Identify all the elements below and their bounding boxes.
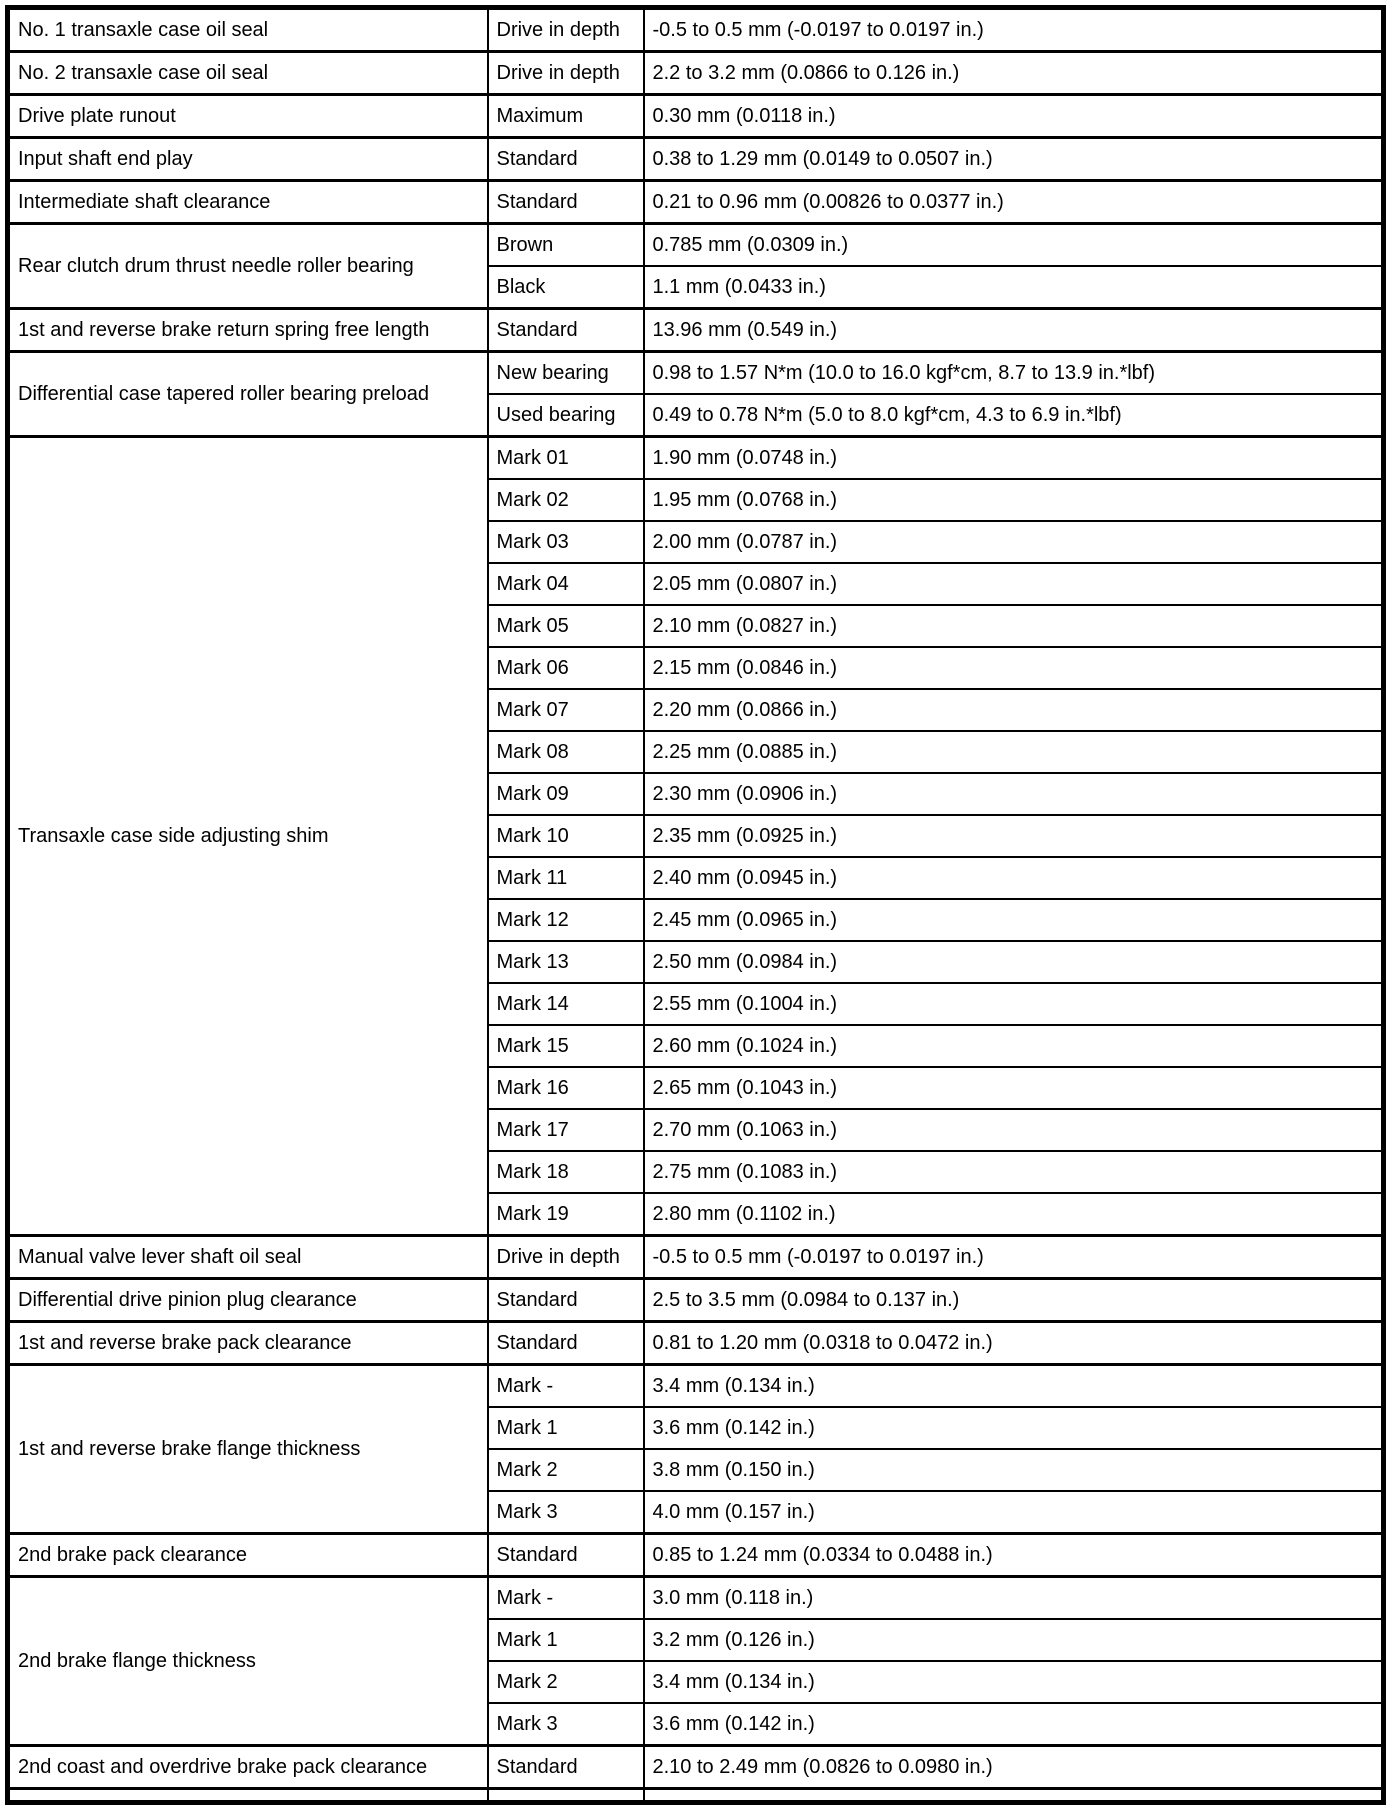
table-row — [8, 8, 1384, 52]
table-row — [8, 1534, 1384, 1577]
item-name-cell: Manual valve lever shaft oil seal — [8, 1236, 488, 1279]
table-row — [8, 352, 1384, 395]
condition-cell: Drive in depth — [488, 8, 644, 52]
item-name-cell: Input shaft end play — [8, 138, 488, 181]
table-row — [8, 1279, 1384, 1322]
condition-cell: Used bearing — [488, 394, 644, 437]
value-cell: 2.10 mm (0.0827 in.) — [644, 605, 1384, 647]
value-cell: 3.2 mm (0.126 in.) — [644, 1619, 1384, 1661]
item-name-cell: Differential drive pinion plug clearance — [8, 1279, 488, 1322]
condition-cell: New bearing — [488, 352, 644, 395]
condition-cell: Maximum — [488, 95, 644, 138]
condition-cell: Standard — [488, 138, 644, 181]
condition-cell: Standard — [488, 1746, 644, 1789]
table-row — [8, 181, 1384, 224]
value-cell: 1.95 mm (0.0768 in.) — [644, 479, 1384, 521]
table-row — [8, 138, 1384, 181]
condition-cell: Drive in depth — [488, 52, 644, 95]
item-name-cell: Differential case tapered roller bearing preload — [8, 352, 488, 437]
value-cell: 2.60 mm (0.1024 in.) — [644, 1025, 1384, 1067]
item-name-cell: Transaxle case side adjusting shim — [8, 437, 488, 1236]
item-name-cell: 1st and reverse brake flange thickness — [8, 1365, 488, 1534]
value-cell: 0.98 to 1.57 N*m (10.0 to 16.0 kgf*cm, 8.7 to 13.9 in.*lbf) — [644, 352, 1384, 395]
table-row — [8, 52, 1384, 95]
value-cell: 0.38 to 1.29 mm (0.0149 to 0.0507 in.) — [644, 138, 1384, 181]
value-cell: 1.90 mm (0.0748 in.) — [644, 437, 1384, 480]
item-name-cell: Drive plate runout — [8, 95, 488, 138]
spec-table-body — [8, 8, 1384, 1803]
condition-cell: Standard — [488, 1279, 644, 1322]
value-cell: 2.5 to 3.5 mm (0.0984 to 0.137 in.) — [644, 1279, 1384, 1322]
value-cell: 3.6 mm (0.142 in.) — [644, 1407, 1384, 1449]
item-name-cell: 1st and reverse brake pack clearance — [8, 1322, 488, 1365]
value-cell: 2.40 mm (0.0945 in.) — [644, 857, 1384, 899]
condition-cell: Standard — [488, 1322, 644, 1365]
table-row — [8, 1322, 1384, 1365]
table-row — [8, 1365, 1384, 1408]
condition-cell: Mark 08 — [488, 731, 644, 773]
value-cell: 2.00 mm (0.0787 in.) — [644, 521, 1384, 563]
condition-cell: Mark 06 — [488, 647, 644, 689]
item-name-cell: 2nd brake flange thickness — [8, 1577, 488, 1746]
spec-table — [5, 5, 1386, 1805]
condition-cell: Mark 12 — [488, 899, 644, 941]
condition-cell: Mark - — [488, 1365, 644, 1408]
value-cell: 0.21 to 0.96 mm (0.00826 to 0.0377 in.) — [644, 181, 1384, 224]
table-row — [8, 1236, 1384, 1279]
condition-cell: Mark 14 — [488, 983, 644, 1025]
value-cell: 0.30 mm (0.0118 in.) — [644, 95, 1384, 138]
value-cell: 2.50 mm (0.0984 in.) — [644, 941, 1384, 983]
value-cell: 2.15 mm (0.0846 in.) — [644, 647, 1384, 689]
value-cell: 1.1 mm (0.0433 in.) — [644, 266, 1384, 309]
table-row-partial — [8, 1789, 1384, 1803]
condition-cell: Standard — [488, 1534, 644, 1577]
table-row — [8, 95, 1384, 138]
value-cell: 2.70 mm (0.1063 in.) — [644, 1109, 1384, 1151]
value-cell: 2.35 mm (0.0925 in.) — [644, 815, 1384, 857]
condition-cell: Mark 3 — [488, 1491, 644, 1534]
condition-cell: Drive in depth — [488, 1236, 644, 1279]
condition-cell: Mark 05 — [488, 605, 644, 647]
condition-cell: Standard — [488, 309, 644, 352]
table-row — [8, 224, 1384, 267]
value-cell: 13.96 mm (0.549 in.) — [644, 309, 1384, 352]
value-cell: 2.20 mm (0.0866 in.) — [644, 689, 1384, 731]
condition-cell: Mark 2 — [488, 1449, 644, 1491]
value-cell: 2.25 mm (0.0885 in.) — [644, 731, 1384, 773]
value-cell: 3.0 mm (0.118 in.) — [644, 1577, 1384, 1620]
condition-cell: Mark 18 — [488, 1151, 644, 1193]
value-cell: 2.65 mm (0.1043 in.) — [644, 1067, 1384, 1109]
condition-cell: Black — [488, 266, 644, 309]
table-row — [8, 309, 1384, 352]
value-cell: -0.5 to 0.5 mm (-0.0197 to 0.0197 in.) — [644, 1236, 1384, 1279]
item-name-cell: 2nd coast and overdrive brake pack clearance — [8, 1746, 488, 1789]
condition-cell — [488, 1789, 644, 1803]
condition-cell: Mark 11 — [488, 857, 644, 899]
value-cell: 2.2 to 3.2 mm (0.0866 to 0.126 in.) — [644, 52, 1384, 95]
item-name-cell: 2nd brake pack clearance — [8, 1534, 488, 1577]
condition-cell: Mark 02 — [488, 479, 644, 521]
value-cell: 2.10 to 2.49 mm (0.0826 to 0.0980 in.) — [644, 1746, 1384, 1789]
value-cell: 3.6 mm (0.142 in.) — [644, 1703, 1384, 1746]
item-name-cell: No. 1 transaxle case oil seal — [8, 8, 488, 52]
value-cell: 2.80 mm (0.1102 in.) — [644, 1193, 1384, 1236]
value-cell: 0.785 mm (0.0309 in.) — [644, 224, 1384, 267]
item-name-cell: Rear clutch drum thrust needle roller bearing — [8, 224, 488, 309]
value-cell: 0.81 to 1.20 mm (0.0318 to 0.0472 in.) — [644, 1322, 1384, 1365]
value-cell: 0.85 to 1.24 mm (0.0334 to 0.0488 in.) — [644, 1534, 1384, 1577]
value-cell — [644, 1789, 1384, 1803]
condition-cell: Mark 04 — [488, 563, 644, 605]
item-name-cell: Intermediate shaft clearance — [8, 181, 488, 224]
item-name-cell: No. 2 transaxle case oil seal — [8, 52, 488, 95]
value-cell: 2.55 mm (0.1004 in.) — [644, 983, 1384, 1025]
condition-cell: Mark 3 — [488, 1703, 644, 1746]
condition-cell: Mark 1 — [488, 1407, 644, 1449]
condition-cell: Mark 07 — [488, 689, 644, 731]
value-cell: 4.0 mm (0.157 in.) — [644, 1491, 1384, 1534]
condition-cell: Mark 1 — [488, 1619, 644, 1661]
value-cell: 2.05 mm (0.0807 in.) — [644, 563, 1384, 605]
value-cell: 2.45 mm (0.0965 in.) — [644, 899, 1384, 941]
item-name-cell: 1st and reverse brake return spring free length — [8, 309, 488, 352]
table-row — [8, 1746, 1384, 1789]
value-cell: 2.75 mm (0.1083 in.) — [644, 1151, 1384, 1193]
condition-cell: Mark 2 — [488, 1661, 644, 1703]
value-cell: 3.4 mm (0.134 in.) — [644, 1661, 1384, 1703]
value-cell: 3.4 mm (0.134 in.) — [644, 1365, 1384, 1408]
value-cell: -0.5 to 0.5 mm (-0.0197 to 0.0197 in.) — [644, 8, 1384, 52]
condition-cell: Mark 15 — [488, 1025, 644, 1067]
condition-cell: Standard — [488, 181, 644, 224]
condition-cell: Mark 17 — [488, 1109, 644, 1151]
condition-cell: Mark 01 — [488, 437, 644, 480]
condition-cell: Mark 10 — [488, 815, 644, 857]
condition-cell: Mark 03 — [488, 521, 644, 563]
table-row — [8, 437, 1384, 480]
condition-cell: Brown — [488, 224, 644, 267]
condition-cell: Mark 19 — [488, 1193, 644, 1236]
condition-cell: Mark 13 — [488, 941, 644, 983]
value-cell: 2.30 mm (0.0906 in.) — [644, 773, 1384, 815]
value-cell: 3.8 mm (0.150 in.) — [644, 1449, 1384, 1491]
condition-cell: Mark 09 — [488, 773, 644, 815]
item-name-cell — [8, 1789, 488, 1803]
condition-cell: Mark 16 — [488, 1067, 644, 1109]
table-row — [8, 1577, 1384, 1620]
value-cell: 0.49 to 0.78 N*m (5.0 to 8.0 kgf*cm, 4.3 to 6.9 in.*lbf) — [644, 394, 1384, 437]
condition-cell: Mark - — [488, 1577, 644, 1620]
